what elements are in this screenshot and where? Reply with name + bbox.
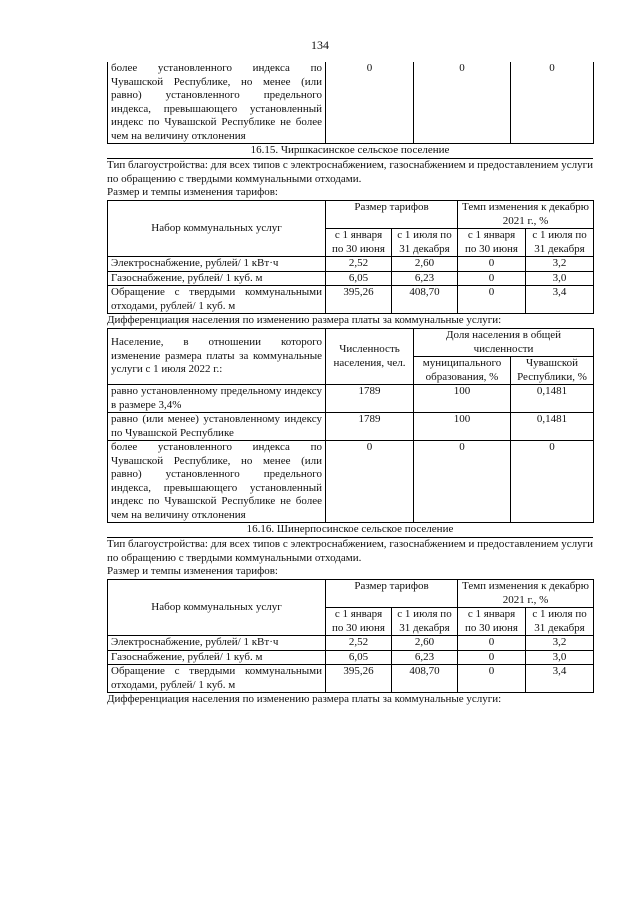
sub-col-1: с 1 января по 30 июня [326, 229, 392, 257]
change-value: 0 [458, 636, 526, 651]
col-rates: Размер тарифов [326, 201, 458, 229]
page-content [107, 62, 593, 707]
col-count: Численность населения, чел. [326, 329, 414, 385]
share-mun: 100 [414, 413, 511, 441]
page-number: 134 [311, 38, 329, 52]
top-fragment-table [107, 62, 594, 144]
share-mun: 100 [414, 385, 511, 413]
population-label: более установленного индекса по Чувашской Республике, но менее (или равно) установленного предельного индекса, превышающего установленный индекс по Чувашской Республике не более чем на величину отклонения [108, 441, 326, 523]
sub-col-4: с 1 июля по 31 декабря [526, 229, 594, 257]
share-rep: 0,1481 [511, 385, 594, 413]
fragment-mun: 0 [414, 62, 511, 144]
table-row [108, 286, 594, 314]
table-row [108, 271, 594, 286]
table-row [108, 636, 594, 651]
change-value: 0 [458, 650, 526, 665]
fragment-count: 0 [326, 62, 414, 144]
population-label: равно (или менее) установленному индексу по Чувашской Республике [108, 413, 326, 441]
rate-value: 2,60 [392, 636, 458, 651]
tariff-table-16-16 [107, 579, 594, 693]
rate-value: 6,23 [392, 650, 458, 665]
change-value: 0 [458, 271, 526, 286]
service-name: Электроснабжение, рублей/ 1 кВт·ч [108, 257, 326, 272]
col-share: Доля населения в общей численности [414, 329, 594, 357]
service-name: Электроснабжение, рублей/ 1 кВт·ч [108, 636, 326, 651]
rate-value: 2,52 [326, 636, 392, 651]
change-value: 3,0 [526, 271, 594, 286]
rates-heading: Размер и темпы изменения тарифов: [107, 565, 278, 577]
change-value: 0 [458, 665, 526, 693]
sub-col-2: с 1 июля по 31 декабря [392, 229, 458, 257]
tariff-table-16-15 [107, 200, 594, 314]
rate-value: 408,70 [392, 286, 458, 314]
rate-value: 2,60 [392, 257, 458, 272]
section-title-16-15: 16.15. Чиршкасинское сельское поселение [107, 144, 593, 159]
table-row [108, 665, 594, 693]
population-label: равно установленному предельному индексу в размере 3,4% [108, 385, 326, 413]
share-rep: 0,1481 [511, 413, 594, 441]
section-type-text: Тип благоустройства: для всех типов с электроснабжением, газоснабжением и предоставлением услуги по обращению с твердыми коммунальными отходами. [107, 538, 593, 564]
col-services: Набор коммунальных услуг [108, 201, 326, 257]
rates-heading: Размер и темпы изменения тарифов: [107, 186, 278, 198]
service-name: Обращение с твердыми коммунальными отходами, рублей/ 1 куб. м [108, 286, 326, 314]
diff-heading: Дифференциация населения по изменению размера платы за коммунальные услуги: [107, 314, 502, 326]
table-row [108, 650, 594, 665]
rate-value: 395,26 [326, 665, 392, 693]
rate-value: 6,05 [326, 271, 392, 286]
service-name: Газоснабжение, рублей/ 1 куб. м [108, 650, 326, 665]
rate-value: 6,05 [326, 650, 392, 665]
sub-col-1: с 1 января по 30 июня [326, 608, 392, 636]
table-row [108, 385, 594, 413]
col-change: Темп изменения к декабрю 2021 г., % [458, 201, 594, 229]
sub-col-3: с 1 января по 30 июня [458, 608, 526, 636]
change-value: 3,0 [526, 650, 594, 665]
col-rates: Размер тарифов [326, 580, 458, 608]
share-mun: 0 [414, 441, 511, 523]
service-name: Обращение с твердыми коммунальными отходами, рублей/ 1 куб. м [108, 665, 326, 693]
population-count: 0 [326, 441, 414, 523]
col-change: Темп изменения к декабрю 2021 г., % [458, 580, 594, 608]
table-row [108, 413, 594, 441]
share-rep: 0 [511, 441, 594, 523]
diff-table-16-15 [107, 328, 594, 523]
table-row [108, 257, 594, 272]
section-title-16-16: 16.16. Шинерпосинское сельское поселение [107, 523, 593, 538]
change-value: 0 [458, 257, 526, 272]
rate-value: 408,70 [392, 665, 458, 693]
sub-col-4: с 1 июля по 31 декабря [526, 608, 594, 636]
col-services: Набор коммунальных услуг [108, 580, 326, 636]
fragment-rep: 0 [511, 62, 594, 144]
rate-value: 2,52 [326, 257, 392, 272]
rate-value: 395,26 [326, 286, 392, 314]
change-value: 3,2 [526, 636, 594, 651]
diff-heading: Дифференциация населения по изменению размера платы за коммунальные услуги: [107, 693, 502, 705]
change-value: 0 [458, 286, 526, 314]
sub-col-rep: Чувашской Республики, % [511, 357, 594, 385]
section-type-text: Тип благоустройства: для всех типов с электроснабжением, газоснабжением и предоставлением услуги по обращению с твердыми коммунальными отходами. [107, 159, 593, 185]
table-row [108, 441, 594, 523]
population-count: 1789 [326, 413, 414, 441]
col-population: Население, в отношении которого изменение размера платы за коммунальные услуги с 1 июля 2022 г.: [108, 329, 326, 385]
population-count: 1789 [326, 385, 414, 413]
fragment-label: более установленного индекса по Чувашской Республике, но менее (или равно) установленного предельного индекса, превышающего установленный индекс по Чувашской Республике не более чем на величину отклонения [108, 62, 326, 144]
sub-col-mun: муниципального образования, % [414, 357, 511, 385]
service-name: Газоснабжение, рублей/ 1 куб. м [108, 271, 326, 286]
rate-value: 6,23 [392, 271, 458, 286]
change-value: 3,4 [526, 665, 594, 693]
sub-col-3: с 1 января по 30 июня [458, 229, 526, 257]
change-value: 3,2 [526, 257, 594, 272]
change-value: 3,4 [526, 286, 594, 314]
sub-col-2: с 1 июля по 31 декабря [392, 608, 458, 636]
